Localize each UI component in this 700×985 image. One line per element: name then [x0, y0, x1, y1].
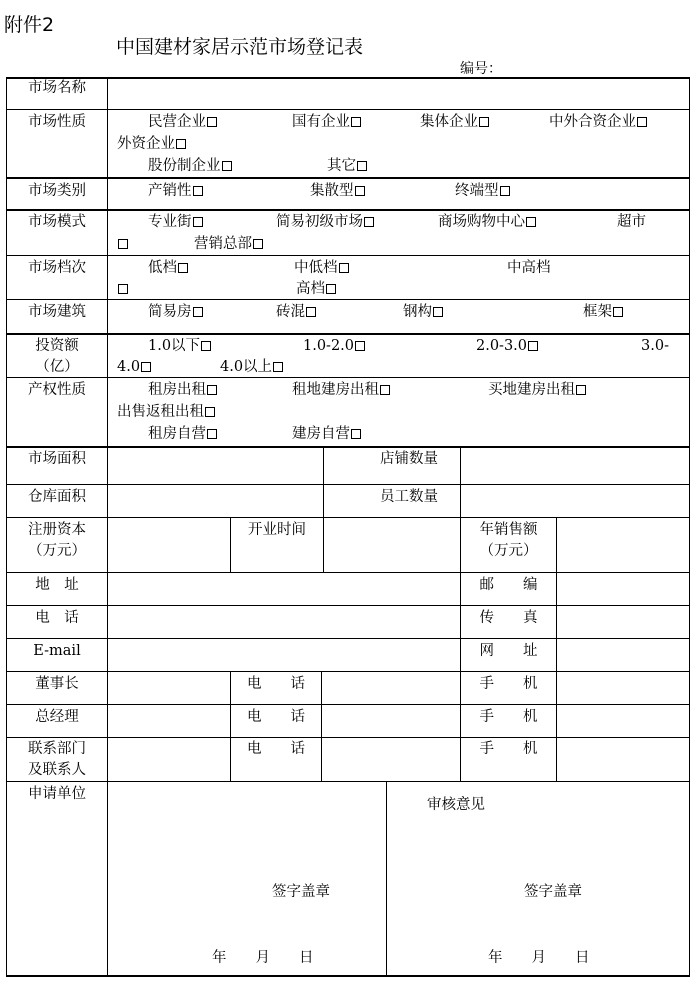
checkbox-mid-high[interactable] [117, 278, 128, 300]
table-border-top [6, 77, 690, 79]
checkbox[interactable] [273, 362, 283, 372]
capital-label-line2: （万元） [28, 543, 86, 559]
checkbox[interactable] [326, 284, 336, 294]
option-high[interactable]: 高档 [296, 278, 336, 300]
checkbox[interactable] [479, 117, 489, 127]
checkbox[interactable] [253, 239, 263, 249]
email-label: E-mail [33, 643, 81, 659]
row-divider [6, 517, 690, 518]
option-low[interactable]: 低档 [148, 257, 188, 279]
option-supermarket: 超市 [617, 214, 646, 230]
option-distribution[interactable]: 集散型 [310, 180, 365, 202]
option-1-2[interactable]: 1.0-2.0 [303, 335, 365, 357]
row-divider [6, 446, 690, 448]
option-private[interactable]: 民营企业 [148, 111, 217, 133]
row-divider [6, 638, 690, 639]
option-shopping-center[interactable]: 商场购物中心 [438, 211, 536, 233]
option-simple-market[interactable]: 简易初级市场 [276, 211, 374, 233]
col-divider [556, 671, 557, 781]
checkbox[interactable] [339, 263, 349, 273]
contact-label-line2: 及联系人 [28, 762, 86, 778]
investment-label-line1: 投资额 [35, 338, 79, 354]
form-number-label: 编号： [460, 61, 502, 77]
row-divider [6, 255, 690, 256]
checkbox[interactable] [637, 117, 647, 127]
checkbox[interactable] [306, 307, 316, 317]
checkbox[interactable] [500, 186, 510, 196]
row-divider [6, 109, 690, 110]
checkbox[interactable] [205, 407, 215, 417]
checkbox[interactable] [351, 117, 361, 127]
option-collective[interactable]: 集体企业 [420, 111, 489, 133]
contact-label-line1: 联系部门 [28, 741, 86, 757]
warehouse-area-label: 仓库面积 [28, 489, 86, 505]
option-lease-land-build[interactable]: 租地建房出租 [292, 379, 390, 401]
option-buy-land-build[interactable]: 买地建房出租 [488, 379, 586, 401]
option-mid-high: 中高档 [507, 260, 551, 276]
market-grade-label: 市场档次 [28, 260, 86, 276]
option-simple-house[interactable]: 简易房 [148, 301, 203, 323]
checkbox-supermarket[interactable] [117, 233, 128, 255]
checkbox[interactable] [526, 217, 536, 227]
checkbox[interactable] [207, 385, 217, 395]
option-sell-leaseback[interactable]: 出售返租出租 [117, 401, 215, 423]
option-specialty-street[interactable]: 专业街 [148, 211, 203, 233]
chairman-mobile-label: 手 机 [479, 676, 538, 692]
applicant-date: 年 月 日 [212, 950, 314, 966]
row-divider [6, 299, 690, 300]
sales-label-line1: 年销售额 [479, 522, 538, 538]
row-divider [6, 177, 690, 179]
row-divider [6, 704, 690, 705]
chairman-label: 董事长 [35, 676, 79, 692]
review-seal-label: 签字盖章 [524, 884, 582, 900]
market-building-label: 市场建筑 [28, 304, 86, 320]
applicant-label: 申请单位 [28, 786, 86, 802]
checkbox[interactable] [207, 429, 217, 439]
option-other[interactable]: 其它 [327, 155, 367, 177]
footer-divider [386, 781, 387, 975]
checkbox[interactable] [613, 307, 623, 317]
row-divider [6, 605, 690, 606]
fax-label: 传 真 [479, 610, 538, 626]
option-state[interactable]: 国有企业 [292, 111, 361, 133]
option-joint-venture[interactable]: 中外合资企业 [549, 111, 647, 133]
checkbox[interactable] [576, 385, 586, 395]
form-title: 中国建材家居示范市场登记表 [116, 36, 364, 58]
option-3-4-text: 3.0- [641, 338, 669, 354]
option-2-3[interactable]: 2.0-3.0 [476, 335, 538, 357]
row-divider [6, 377, 690, 378]
address-label: 地 址 [35, 577, 79, 593]
row-divider [6, 737, 690, 738]
contact-mobile-label: 手 机 [479, 741, 538, 757]
checkbox[interactable] [207, 117, 217, 127]
option-3-4-end[interactable] [117, 356, 151, 378]
investment-label-line2: （亿） [35, 359, 79, 375]
capital-label-line1: 注册资本 [28, 522, 86, 538]
checkbox[interactable] [222, 161, 232, 171]
checkbox[interactable] [118, 239, 128, 249]
checkbox[interactable] [176, 139, 186, 149]
staff-count-label: 员工数量 [380, 489, 438, 505]
option-brick[interactable]: 砖混 [276, 301, 316, 323]
checkbox[interactable] [193, 307, 203, 317]
checkbox[interactable] [351, 429, 361, 439]
contact-tel-label: 电 话 [247, 741, 305, 757]
table-border-right [689, 77, 690, 977]
row-divider [6, 572, 690, 573]
shop-count-label: 店铺数量 [380, 451, 438, 467]
table-border-bottom [6, 975, 690, 977]
option-rent-self[interactable]: 租房自营 [148, 423, 217, 445]
option-3-4 [117, 335, 669, 357]
chairman-tel-label: 电 话 [247, 676, 305, 692]
checkbox[interactable] [178, 263, 188, 273]
col-divider [556, 572, 557, 671]
col-divider [556, 517, 557, 572]
option-3-4-text-end: 4.0 [117, 359, 141, 375]
market-nature-label: 市场性质 [28, 114, 86, 130]
postcode-label: 邮 编 [479, 577, 538, 593]
market-area-label: 市场面积 [28, 451, 86, 467]
option-production-sales[interactable]: 产销性 [148, 180, 203, 202]
row-divider [6, 781, 690, 782]
review-label: 审核意见 [427, 797, 485, 813]
option-above-4[interactable]: 4.0以上 [220, 356, 283, 378]
attachment-label: 附件2 [4, 14, 55, 36]
option-terminal[interactable]: 终端型 [455, 180, 510, 202]
option-shareholding[interactable]: 股份制企业 [148, 155, 232, 177]
checkbox[interactable] [193, 217, 203, 227]
website-label: 网 址 [479, 643, 538, 659]
option-rent-sublet[interactable]: 租房出租 [148, 379, 217, 401]
checkbox[interactable] [141, 362, 151, 372]
col-divider [460, 446, 461, 517]
review-date: 年 月 日 [488, 950, 590, 966]
open-time-label: 开业时间 [248, 522, 306, 538]
row-divider [6, 484, 690, 485]
phone-label: 电 话 [35, 610, 79, 626]
option-sales-hq[interactable]: 营销总部 [194, 233, 263, 255]
market-name-label: 市场名称 [28, 80, 86, 96]
property-label: 产权性质 [28, 382, 86, 398]
checkbox[interactable] [433, 307, 443, 317]
option-build-self[interactable]: 建房自营 [292, 423, 361, 445]
checkbox[interactable] [118, 284, 128, 294]
gm-label: 总经理 [35, 709, 79, 725]
checkbox[interactable] [380, 385, 390, 395]
market-mode-label: 市场模式 [28, 214, 86, 230]
gm-mobile-label: 手 机 [479, 709, 538, 725]
applicant-seal-label: 签字盖章 [272, 884, 330, 900]
option-steel[interactable]: 钢构 [403, 301, 443, 323]
checkbox[interactable] [355, 186, 365, 196]
col-divider [323, 446, 324, 517]
checkbox[interactable] [357, 161, 367, 171]
market-type-label: 市场类别 [28, 183, 86, 199]
checkbox[interactable] [364, 217, 374, 227]
option-below-1[interactable]: 1.0以下 [148, 335, 211, 357]
col-divider [321, 671, 322, 781]
label-column-divider [107, 77, 108, 977]
option-frame[interactable]: 框架 [583, 301, 623, 323]
row-divider [6, 671, 690, 672]
option-foreign[interactable]: 外资企业 [117, 133, 186, 155]
option-mid-low[interactable]: 中低档 [294, 257, 349, 279]
sales-label-line2: （万元） [479, 543, 538, 559]
checkbox[interactable] [193, 186, 203, 196]
col-divider [323, 517, 324, 572]
gm-tel-label: 电 话 [247, 709, 305, 725]
